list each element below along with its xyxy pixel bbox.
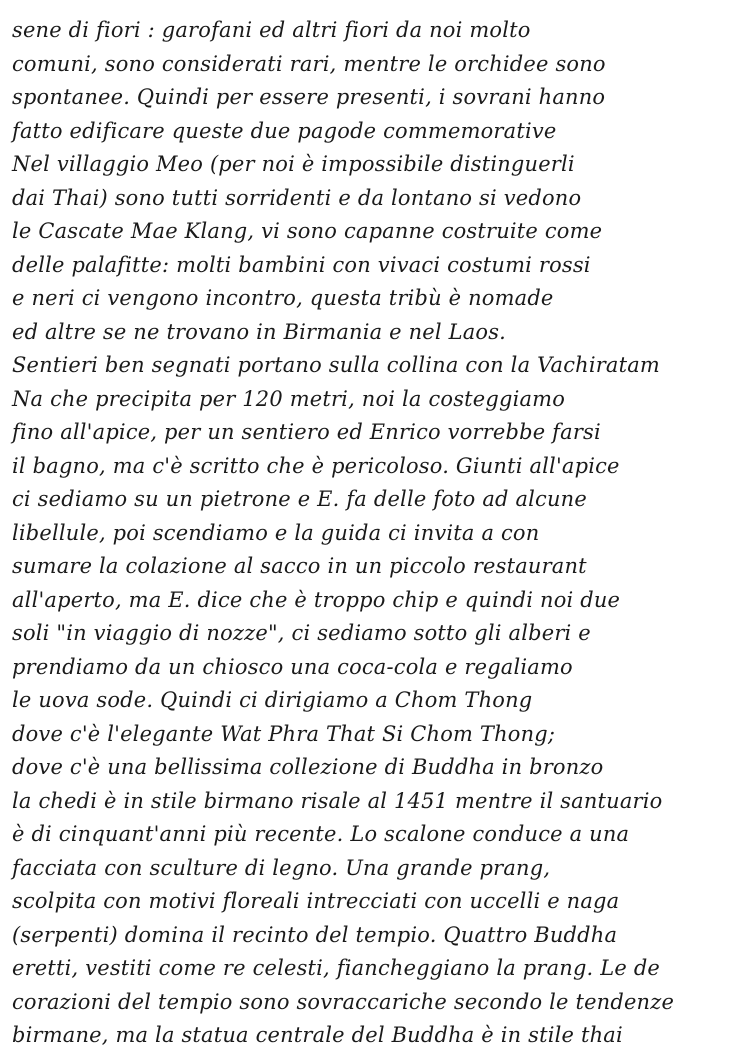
text-line-1: sene di fiori : garofani ed altri fiori da noi molto [12,18,531,42]
text-line-15: ci sediamo su un pietrone e E. fa delle foto ad alcune [12,487,587,511]
text-line-31: birmane, ma la statua centrale del Buddha è in stile thai [12,1023,623,1047]
text-line-24: la chedi è in stile birmano risale al 1451 mentre il santuario [12,788,663,813]
text-line-28: (serpenti) domina il recinto del tempio. Quattro Buddha [12,922,618,947]
text-line-6: dai Thai) sono tutti sorridenti e da lontano si vedono [12,185,582,210]
text-line-5: Nel villaggio Meo (per noi è impossibile distinguerli [12,152,575,176]
text-line-14: il bagno, ma c'è scritto che è pericoloso. Giunti all'apice [12,453,620,478]
text-line-12: Na che precipita per 120 metri, noi la costeggiamo [12,386,566,411]
text-line-23: dove c'è una bellissima collezione di Buddha in bronzo [12,755,604,779]
text-line-3: spontanee. Quindi per essere presenti, i sovrani hanno [12,85,606,109]
text-line-13: fino all'apice, per un sentiero ed Enrico vorrebbe farsi [12,420,601,444]
text-line-26: facciata con sculture di legno. Una grande prang, [12,855,551,880]
text-line-19: soli "in viaggio di nozze", ci sediamo sotto gli alberi e [12,621,591,645]
text-line-29: eretti, vestiti come re celesti, fiancheggiano la prang. Le de [12,956,661,980]
text-line-17: sumare la colazione al sacco in un piccolo restaurant [12,554,587,578]
text-line-7: le Cascate Mae Klang, vi sono capanne costruite come [12,219,603,243]
text-line-22: dove c'è l'elegante Wat Phra That Si Chom Thong; [12,721,556,746]
text-line-8: delle palafitte: molti bambini con vivaci costumi rossi [12,252,591,277]
text-line-25: è di cinquant'anni più recente. Lo scalone conduce a una [12,822,630,846]
text-line-20: prendiamo da un chiosco una coca-cola e regaliamo [12,654,573,679]
text-line-11: Sentieri ben segnati portano sulla collina con la Vachiratam [12,353,660,377]
text-line-9: e neri ci vengono incontro, questa tribù è nomade [12,286,554,310]
handwritten-text-block [12,14,729,1053]
text-line-30: corazioni del tempio sono sovraccariche secondo le tendenze [12,989,675,1014]
text-line-2: comuni, sono considerati rari, mentre le orchidee sono [12,51,606,76]
text-line-4: fatto edificare queste due pagode commemorative [12,118,557,143]
text-line-10: ed altre se ne trovano in Birmania e nel Laos. [12,319,507,344]
text-line-16: libellule, poi scendiamo e la guida ci invita a con [12,520,540,545]
text-line-21: le uova sode. Quindi ci dirigiamo a Chom Thong [12,688,533,712]
text-line-18: all'aperto, ma E. dice che è troppo chip e quindi noi due [12,587,621,612]
text-line-27: scolpita con motivi floreali intrecciati con uccelli e naga [12,889,620,913]
